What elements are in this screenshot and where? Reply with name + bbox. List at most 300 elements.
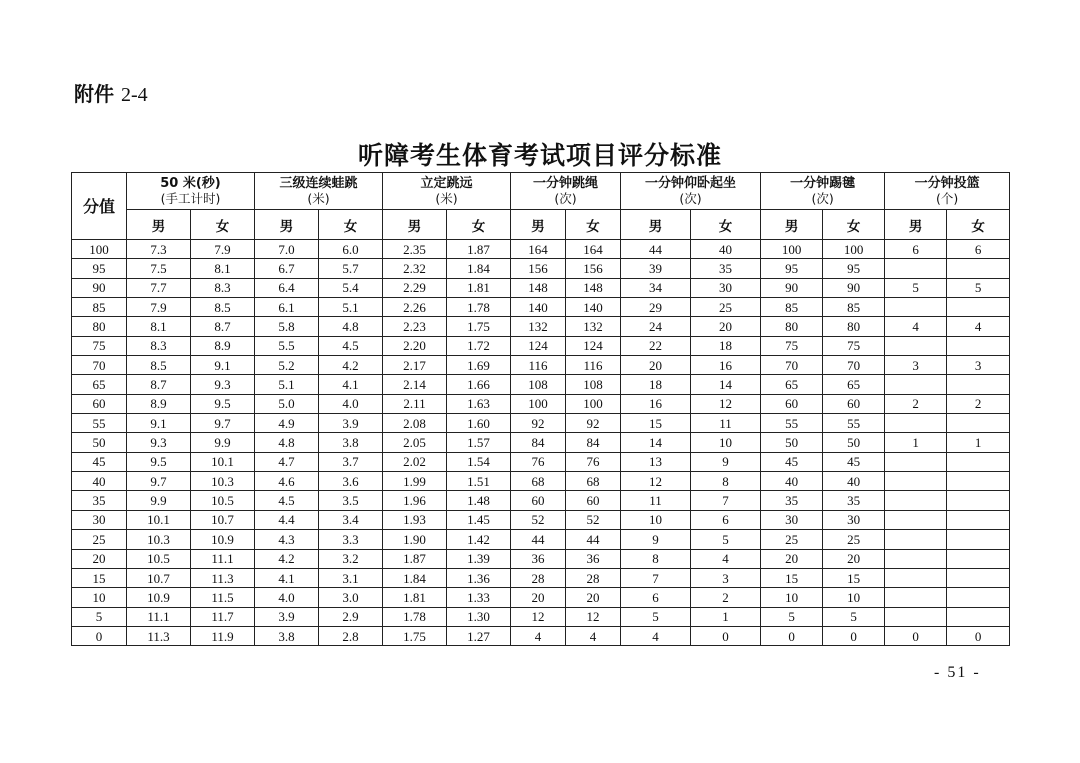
table-row	[72, 568, 1010, 587]
table-cell: 40	[761, 472, 823, 491]
table-cell: 76	[511, 452, 566, 471]
table-cell: 11	[691, 414, 761, 433]
table-cell: 84	[511, 433, 566, 452]
table-cell: 1.75	[383, 626, 447, 645]
table-cell: 12	[621, 472, 691, 491]
event-header-shuttlecock	[761, 173, 885, 210]
table-cell: 2	[691, 588, 761, 607]
table-row	[72, 298, 1010, 317]
table-cell: 8.3	[191, 278, 255, 297]
table-cell: 1.87	[383, 549, 447, 568]
table-cell: 132	[566, 317, 621, 336]
table-cell: 3.0	[319, 588, 383, 607]
table-cell: 3	[691, 568, 761, 587]
table-cell: 44	[566, 530, 621, 549]
table-cell: 4.0	[255, 588, 319, 607]
table-cell: 6.4	[255, 278, 319, 297]
table-cell: 25	[691, 298, 761, 317]
score-table	[71, 172, 1010, 646]
table-cell: 2.14	[383, 375, 447, 394]
table-cell: 7.0	[255, 240, 319, 259]
table-cell: 8.1	[191, 259, 255, 278]
table-cell: 1	[947, 433, 1010, 452]
table-cell: 52	[511, 510, 566, 529]
table-cell: 9.5	[191, 394, 255, 413]
score-cell: 55	[72, 414, 127, 433]
table-cell: 20	[823, 549, 885, 568]
table-row	[72, 491, 1010, 510]
table-cell: 7	[691, 491, 761, 510]
table-cell: 8.9	[127, 394, 191, 413]
table-row	[72, 336, 1010, 355]
table-cell: 7	[621, 568, 691, 587]
table-cell: 1.51	[447, 472, 511, 491]
table-cell: 1.54	[447, 452, 511, 471]
table-cell: 85	[823, 298, 885, 317]
table-cell: 34	[621, 278, 691, 297]
table-cell: 4.7	[255, 452, 319, 471]
table-cell: 92	[511, 414, 566, 433]
table-cell: 124	[566, 336, 621, 355]
table-cell: 10.7	[191, 510, 255, 529]
table-cell: 164	[566, 240, 621, 259]
table-cell: 5.5	[255, 336, 319, 355]
table-cell: 3.8	[255, 626, 319, 645]
table-cell: 10.1	[127, 510, 191, 529]
table-cell: 3.4	[319, 510, 383, 529]
table-cell: 1.84	[383, 568, 447, 587]
table-cell: 3.7	[319, 452, 383, 471]
table-cell: 20	[761, 549, 823, 568]
table-cell: 0	[885, 626, 947, 645]
page-number: - 51 -	[934, 664, 981, 681]
event-name: 一分钟跳绳	[533, 176, 599, 191]
event-header-standing-long-jump	[383, 173, 511, 210]
event-unit: (次)	[679, 191, 702, 206]
table-cell: 8.9	[191, 336, 255, 355]
table-cell: 8.3	[127, 336, 191, 355]
score-cell: 0	[72, 626, 127, 645]
table-cell: 6.1	[255, 298, 319, 317]
table-cell: 1	[691, 607, 761, 626]
table-cell: 1.81	[447, 278, 511, 297]
event-header-50m	[127, 173, 255, 210]
table-cell: 9.3	[191, 375, 255, 394]
table-cell: 9.1	[127, 414, 191, 433]
table-cell: 3.5	[319, 491, 383, 510]
table-cell: 68	[566, 472, 621, 491]
score-cell: 50	[72, 433, 127, 452]
score-cell: 85	[72, 298, 127, 317]
page-title: 听障考生体育考试项目评分标准	[357, 141, 722, 170]
table-cell: 44	[621, 240, 691, 259]
table-cell: 10.9	[127, 588, 191, 607]
table-cell	[947, 607, 1010, 626]
table-cell	[885, 472, 947, 491]
table-cell: 10	[761, 588, 823, 607]
table-cell: 90	[823, 278, 885, 297]
table-cell	[947, 549, 1010, 568]
table-cell: 2.23	[383, 317, 447, 336]
male-header: 男	[127, 210, 191, 240]
table-cell: 7.3	[127, 240, 191, 259]
table-row	[72, 375, 1010, 394]
table-cell: 1.69	[447, 356, 511, 375]
table-row	[72, 414, 1010, 433]
table-cell: 16	[691, 356, 761, 375]
table-cell	[947, 568, 1010, 587]
table-cell: 80	[823, 317, 885, 336]
table-cell: 2.08	[383, 414, 447, 433]
table-cell	[947, 259, 1010, 278]
table-cell	[885, 510, 947, 529]
table-cell: 40	[691, 240, 761, 259]
table-row	[72, 452, 1010, 471]
table-cell: 0	[691, 626, 761, 645]
table-cell: 5.7	[319, 259, 383, 278]
table-cell: 2	[947, 394, 1010, 413]
female-header: 女	[191, 210, 255, 240]
score-cell: 60	[72, 394, 127, 413]
table-cell: 12	[566, 607, 621, 626]
event-unit: (米)	[435, 191, 458, 206]
table-cell: 4.2	[255, 549, 319, 568]
table-cell: 18	[621, 375, 691, 394]
table-cell: 1.66	[447, 375, 511, 394]
table-cell: 1.33	[447, 588, 511, 607]
table-cell: 9.7	[191, 414, 255, 433]
table-cell: 5.2	[255, 356, 319, 375]
table-cell: 100	[823, 240, 885, 259]
attachment-prefix: 附件	[74, 82, 114, 106]
table-cell: 20	[511, 588, 566, 607]
table-cell: 1.75	[447, 317, 511, 336]
table-cell: 140	[566, 298, 621, 317]
table-row	[72, 588, 1010, 607]
table-cell	[947, 336, 1010, 355]
table-cell: 39	[621, 259, 691, 278]
table-cell: 25	[823, 530, 885, 549]
table-cell: 1.99	[383, 472, 447, 491]
table-cell: 16	[621, 394, 691, 413]
table-cell: 140	[511, 298, 566, 317]
table-cell: 4.8	[255, 433, 319, 452]
table-cell: 4.5	[255, 491, 319, 510]
table-cell: 6	[621, 588, 691, 607]
table-cell: 30	[691, 278, 761, 297]
table-cell: 1.87	[447, 240, 511, 259]
table-cell: 36	[566, 549, 621, 568]
table-cell	[947, 491, 1010, 510]
table-cell	[947, 414, 1010, 433]
table-cell: 11.1	[127, 607, 191, 626]
table-cell: 1.78	[383, 607, 447, 626]
table-cell: 2.8	[319, 626, 383, 645]
table-cell: 20	[566, 588, 621, 607]
event-header-frog-jump	[255, 173, 383, 210]
table-cell: 148	[511, 278, 566, 297]
table-cell: 2.35	[383, 240, 447, 259]
table-row	[72, 549, 1010, 568]
table-row	[72, 394, 1010, 413]
gender-header-row	[72, 210, 1010, 240]
table-cell: 1.60	[447, 414, 511, 433]
table-cell: 95	[761, 259, 823, 278]
table-cell: 60	[511, 491, 566, 510]
table-cell: 12	[691, 394, 761, 413]
table-cell	[885, 452, 947, 471]
table-cell: 35	[691, 259, 761, 278]
table-cell: 9.9	[191, 433, 255, 452]
table-cell: 90	[761, 278, 823, 297]
table-cell: 55	[823, 414, 885, 433]
table-row	[72, 317, 1010, 336]
table-cell: 5	[885, 278, 947, 297]
table-cell: 1.57	[447, 433, 511, 452]
attachment-number: 2-4	[120, 84, 148, 106]
female-header: 女	[447, 210, 511, 240]
table-row	[72, 607, 1010, 626]
table-cell: 132	[511, 317, 566, 336]
table-cell	[885, 259, 947, 278]
table-cell: 9.3	[127, 433, 191, 452]
table-cell: 10.3	[191, 472, 255, 491]
table-cell: 164	[511, 240, 566, 259]
table-cell: 80	[761, 317, 823, 336]
table-cell: 2.02	[383, 452, 447, 471]
table-cell: 4	[947, 317, 1010, 336]
score-cell: 80	[72, 317, 127, 336]
table-cell: 2.20	[383, 336, 447, 355]
table-cell: 124	[511, 336, 566, 355]
table-cell: 75	[761, 336, 823, 355]
table-row	[72, 356, 1010, 375]
table-cell: 5	[823, 607, 885, 626]
table-cell: 1.81	[383, 588, 447, 607]
table-cell: 4.0	[319, 394, 383, 413]
table-cell: 5.1	[319, 298, 383, 317]
table-cell	[885, 375, 947, 394]
table-cell: 3.1	[319, 568, 383, 587]
table-cell: 5	[691, 530, 761, 549]
table-cell: 3.9	[255, 607, 319, 626]
table-cell: 0	[947, 626, 1010, 645]
table-cell: 8.1	[127, 317, 191, 336]
table-cell: 5	[761, 607, 823, 626]
table-cell: 75	[823, 336, 885, 355]
table-cell: 52	[566, 510, 621, 529]
table-cell: 8.5	[127, 356, 191, 375]
event-header-rope-skipping	[511, 173, 621, 210]
table-cell: 10.5	[191, 491, 255, 510]
table-cell: 14	[691, 375, 761, 394]
table-cell: 148	[566, 278, 621, 297]
table-cell: 5.1	[255, 375, 319, 394]
female-header: 女	[319, 210, 383, 240]
table-cell	[885, 607, 947, 626]
male-header: 男	[255, 210, 319, 240]
table-cell	[947, 375, 1010, 394]
table-cell: 30	[823, 510, 885, 529]
table-cell: 10.7	[127, 568, 191, 587]
male-header: 男	[761, 210, 823, 240]
table-cell: 6	[947, 240, 1010, 259]
table-cell: 7.9	[127, 298, 191, 317]
table-cell: 10.1	[191, 452, 255, 471]
table-cell: 9	[621, 530, 691, 549]
table-cell: 3.9	[319, 414, 383, 433]
table-cell: 8	[621, 549, 691, 568]
score-cell: 45	[72, 452, 127, 471]
table-cell: 9.9	[127, 491, 191, 510]
table-cell: 11	[621, 491, 691, 510]
score-cell: 65	[72, 375, 127, 394]
table-cell: 60	[761, 394, 823, 413]
event-unit: (次)	[554, 191, 577, 206]
table-cell: 3.8	[319, 433, 383, 452]
table-cell: 4.2	[319, 356, 383, 375]
table-cell: 0	[823, 626, 885, 645]
table-cell: 100	[761, 240, 823, 259]
table-cell: 60	[566, 491, 621, 510]
table-cell: 35	[761, 491, 823, 510]
table-cell: 15	[823, 568, 885, 587]
table-cell: 35	[823, 491, 885, 510]
table-cell: 2.29	[383, 278, 447, 297]
male-header: 男	[885, 210, 947, 240]
table-cell: 5.4	[319, 278, 383, 297]
table-cell: 11.1	[191, 549, 255, 568]
table-cell: 100	[511, 394, 566, 413]
score-cell: 40	[72, 472, 127, 491]
table-cell: 6.0	[319, 240, 383, 259]
table-cell: 44	[511, 530, 566, 549]
table-cell: 4.4	[255, 510, 319, 529]
event-name: 三级连续蛙跳	[279, 176, 358, 191]
table-cell: 4	[566, 626, 621, 645]
table-cell: 156	[566, 259, 621, 278]
table-cell: 7.7	[127, 278, 191, 297]
table-cell: 1.72	[447, 336, 511, 355]
event-unit: (米)	[307, 191, 330, 206]
score-cell: 35	[72, 491, 127, 510]
table-cell: 28	[511, 568, 566, 587]
table-cell: 10.3	[127, 530, 191, 549]
table-cell: 6	[885, 240, 947, 259]
table-cell: 85	[761, 298, 823, 317]
score-cell: 20	[72, 549, 127, 568]
table-cell: 3.2	[319, 549, 383, 568]
table-cell: 0	[761, 626, 823, 645]
table-cell: 4	[885, 317, 947, 336]
table-cell: 84	[566, 433, 621, 452]
table-cell	[947, 452, 1010, 471]
table-cell: 11.5	[191, 588, 255, 607]
male-header: 男	[383, 210, 447, 240]
score-cell: 5	[72, 607, 127, 626]
table-cell: 1.36	[447, 568, 511, 587]
table-cell: 1.27	[447, 626, 511, 645]
table-cell: 4	[691, 549, 761, 568]
event-unit: (个)	[935, 191, 959, 206]
table-cell: 8	[691, 472, 761, 491]
table-cell: 4	[621, 626, 691, 645]
table-cell	[885, 588, 947, 607]
table-cell: 156	[511, 259, 566, 278]
table-row	[72, 626, 1010, 645]
table-row	[72, 433, 1010, 452]
table-cell: 3.6	[319, 472, 383, 491]
table-cell: 2.26	[383, 298, 447, 317]
table-cell: 9	[691, 452, 761, 471]
table-cell: 2.11	[383, 394, 447, 413]
table-cell: 9.7	[127, 472, 191, 491]
table-row	[72, 240, 1010, 259]
table-cell: 2.9	[319, 607, 383, 626]
event-name: 一分钟仰卧起坐	[645, 176, 737, 191]
score-cell: 100	[72, 240, 127, 259]
table-cell: 14	[621, 433, 691, 452]
table-cell: 10.5	[127, 549, 191, 568]
table-cell: 15	[761, 568, 823, 587]
table-cell: 4.3	[255, 530, 319, 549]
table-cell: 1.30	[447, 607, 511, 626]
table-cell: 1.93	[383, 510, 447, 529]
table-cell: 10	[823, 588, 885, 607]
table-cell: 1.63	[447, 394, 511, 413]
score-column-header: 分值	[72, 173, 127, 240]
table-cell: 55	[761, 414, 823, 433]
table-cell	[885, 549, 947, 568]
table-cell: 3	[885, 356, 947, 375]
table-cell: 10	[691, 433, 761, 452]
table-cell: 76	[566, 452, 621, 471]
table-cell	[885, 336, 947, 355]
table-cell: 5	[947, 278, 1010, 297]
table-cell: 5	[621, 607, 691, 626]
event-name: 一分钟踢毽	[790, 176, 856, 191]
table-cell: 65	[761, 375, 823, 394]
table-cell	[947, 298, 1010, 317]
table-cell: 6.7	[255, 259, 319, 278]
table-cell: 5.0	[255, 394, 319, 413]
table-cell: 4.9	[255, 414, 319, 433]
event-unit: (手工计时)	[160, 191, 221, 206]
table-cell: 1.42	[447, 530, 511, 549]
table-cell: 5.8	[255, 317, 319, 336]
table-cell: 70	[761, 356, 823, 375]
event-header-basketball-shooting	[885, 173, 1010, 210]
table-row	[72, 530, 1010, 549]
table-cell: 45	[823, 452, 885, 471]
table-cell	[947, 472, 1010, 491]
score-cell: 95	[72, 259, 127, 278]
score-cell: 10	[72, 588, 127, 607]
female-header: 女	[691, 210, 761, 240]
table-cell: 2.05	[383, 433, 447, 452]
table-cell	[947, 588, 1010, 607]
table-cell: 50	[823, 433, 885, 452]
score-cell: 75	[72, 336, 127, 355]
table-cell: 13	[621, 452, 691, 471]
table-cell: 25	[761, 530, 823, 549]
score-cell: 15	[72, 568, 127, 587]
table-cell: 60	[823, 394, 885, 413]
female-header: 女	[566, 210, 621, 240]
table-cell: 1.90	[383, 530, 447, 549]
table-cell: 65	[823, 375, 885, 394]
table-cell: 18	[691, 336, 761, 355]
